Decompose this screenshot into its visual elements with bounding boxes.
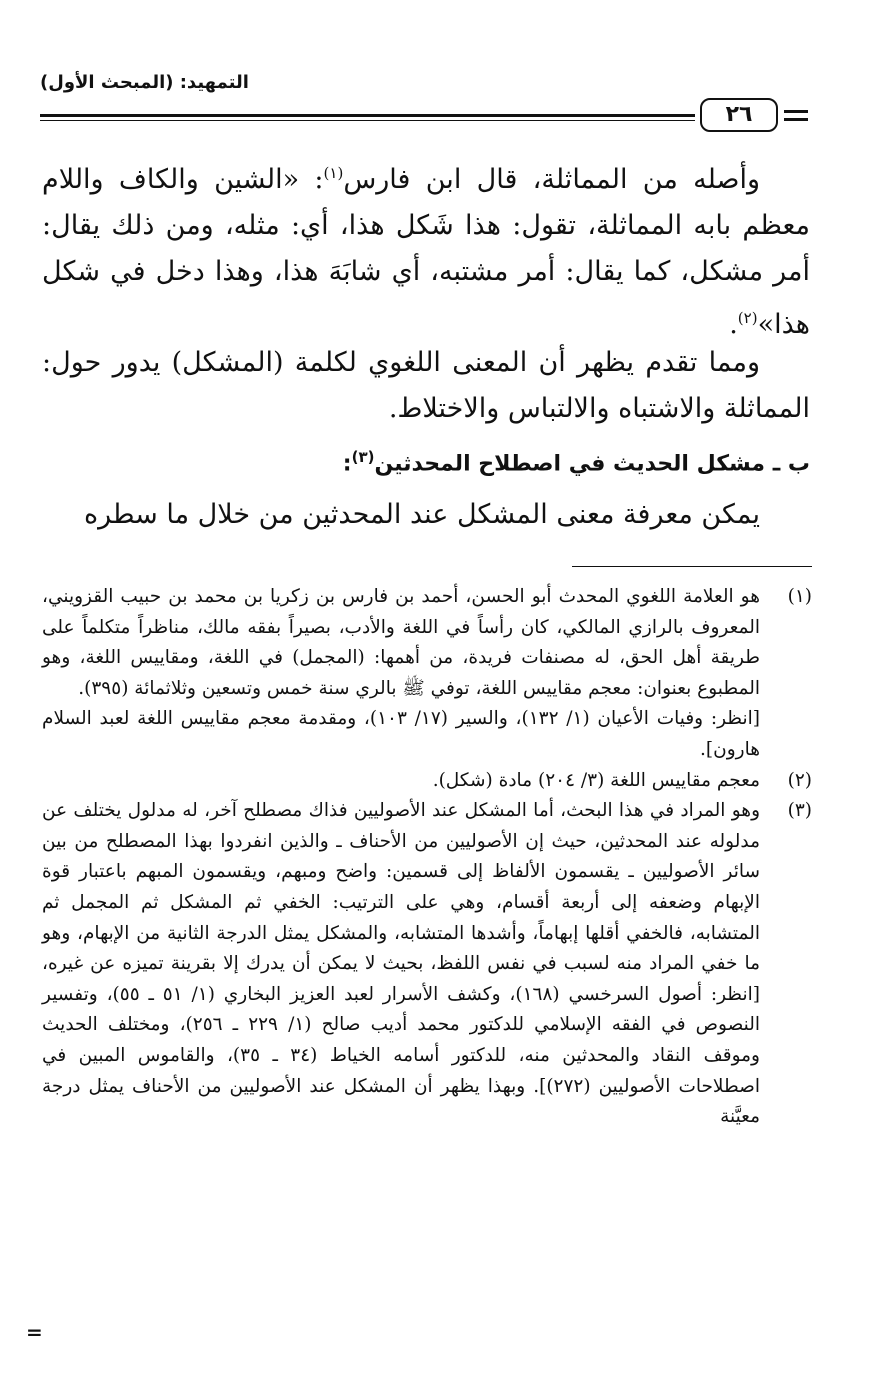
header-ornament [784,118,808,121]
para3-text: يمكن معرفة معنى المشكل عند المحدثين من خلال ما سطره [83,499,760,530]
continuation-mark: = [26,1320,43,1344]
paragraph-2 [42,340,810,432]
header-rule-thin [40,120,695,121]
footnote-2 [42,766,812,797]
footnote-text: هو العلامة اللغوي المحدث أبو الحسن، أحمد بن فارس بن زكريا بن محمد بن حبيب القزويني، المعروف بالرازي المالكي، كان رأساً في اللغة والأدب، بصيراً بفقه مالك، مناظراً متكلماً على طريقة أهل الحق، له مصنفات فريدة، من أهمها: (المجمل) في اللغة، ومقاييس اللغة، وهو المطبوع بعنوان: معجم مقاييس اللغة، توفي ﷺ بالري سنة خمس وتسعين وثلاثمائة (٣٩٥). [42,586,760,699]
footnote-ref-1[interactable]: (١) [323,164,344,182]
heading-text: ب ـ مشكل الحديث في اصطلاح المحدثين [374,451,810,477]
footnote-separator [572,566,812,567]
footnote-text: وهو المراد في هذا البحث، أما المشكل عند الأصوليين فذاك مصطلح آخر، له مدلول يختلف عن مدلوله عند المحدثين، حيث إن الأصوليين من الأحناف ـ والذين انفردوا بهذا المصطلح من بين سائر الأصوليين ـ يقسمون الألفاظ إلى قسمين: واضح ومبهم، ويقسمون المبهم باعتبار قوة الإبهام وضعفه إلى أربعة أقسام، وهي على الترتيب: الخفي ثم المشكل ثم المجمل ثم المتشابه، فالخفي أقلها إبهاماً، وأشدها المتشابه، والمشكل يمثل الدرجة الثانية من الإبهام، وهو ما خفي المراد منه لسبب في نفس اللفظ، بحيث لا يمكن أن يدرك إلا بقرينة تميزه عن غيره، [انظر: أصول السرخسي (١٦٨)، وكشف الأسرار لعبد العزيز البخاري (١/ ٥١ ـ ٥٥)، وتفسير النصوص في الفقه الإسلامي للدكتور محمد أديب صالح (١/ ٢٢٩ ـ ٢٥٦)، ومختلف الحديث وموقف النقاد والمحدثين منه، للدكتور أسامه الخياط (٣٤ ـ ٣٥)، والقاموس المبين في اصطلاحات الأصوليين (٢٧٢)]. وبهذا يظهر أن المشكل عند الأصوليين من الأحناف يمثل درجة معيَّنة [42,800,760,1128]
footnote-number: (٣) [787,800,812,822]
footnote-1 [42,582,812,766]
footnote-number: (١) [787,586,812,607]
para1-text-a: وأصله من المماثلة، قال ابن فارس [343,164,760,195]
footnote-sources: [انظر: وفيات الأعيان (١/ ١٣٢)، والسير (١٧/ ١٠٣)، ومقدمة معجم مقاييس اللغة لعبد السلام هارون]. [42,708,760,760]
para2-text: ومما تقدم يظهر أن المعنى اللغوي لكلمة (المشكل) يدور حول: المماثلة والاشتباه والالتباس والاختلاط. [42,347,810,424]
footnote-ref-3[interactable]: (٣) [351,448,375,466]
footnote-ref-2[interactable]: (٢) [737,309,758,327]
para1-text-b: : «الشين والكاف واللام معظم بابه المماثلة، تقول: هذا شَكل هذا، أي: مثله، ومن ذلك يقال: أمر مشكل، كما يقال: أمر مشتبه، أي شابَهَ هذا، وهذا دخل في شكل هذا» [42,164,810,340]
heading-end: : [342,451,352,477]
footnote-text: معجم مقاييس اللغة (٣/ ٢٠٤) مادة (شكل). [432,769,760,791]
para1-end: . [729,309,738,340]
paragraph-3 [42,492,810,538]
running-head: التمهيد: (المبحث الأول) [40,72,249,93]
footnote-3 [42,796,812,1133]
footnote-number: (٢) [787,769,812,791]
section-heading [42,448,810,476]
paragraph-1 [42,150,810,348]
header-rule [40,114,695,117]
page-number: ٢٦ [700,98,778,132]
footnotes [42,582,812,1133]
header-ornament [784,110,808,113]
